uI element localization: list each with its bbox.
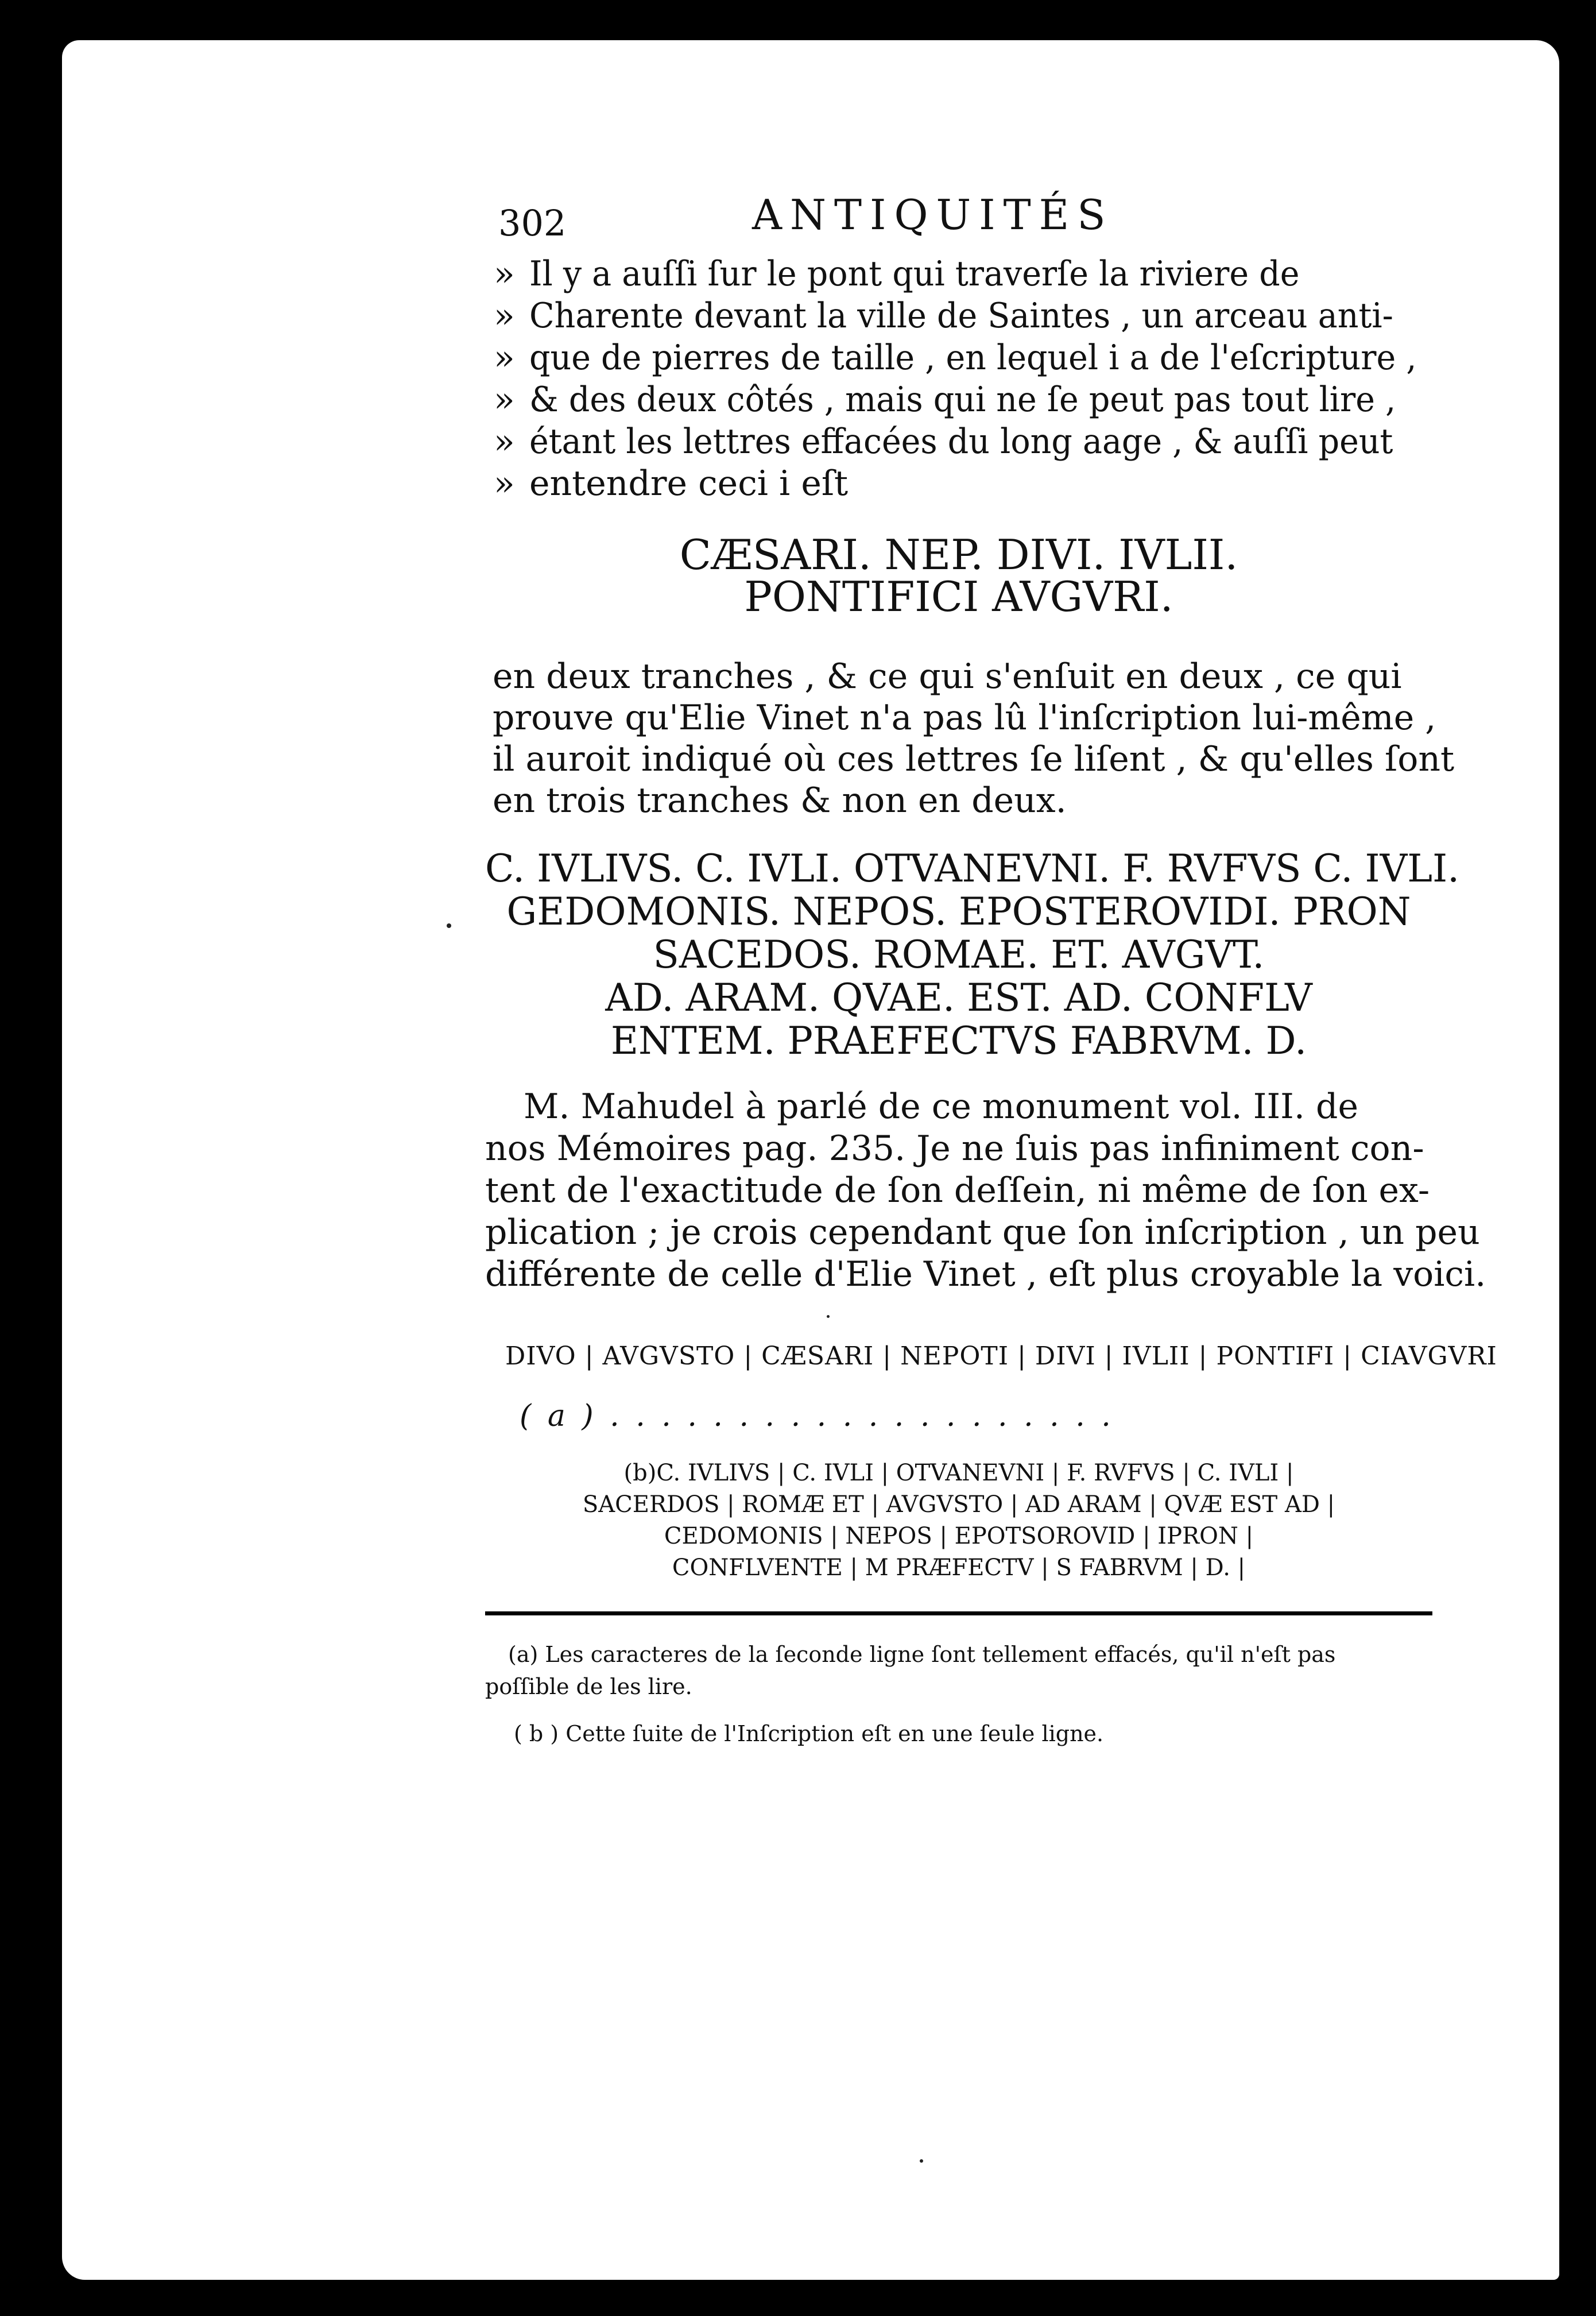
footnote-rule	[485, 1611, 1432, 1615]
paragraph-line: tent de l'exactitude de ſon deſſein, ni même de ſon ex-	[485, 1170, 1430, 1211]
inscription-segment-line: CEDOMONIS | NEPOS | EPOTSOROVID | IPRON |	[664, 1523, 1254, 1549]
scan-speck	[447, 923, 451, 928]
inscription-segment-line: SACERDOS | ROMÆ ET | AVGVSTO | AD ARAM | QVÆ EST AD |	[582, 1491, 1335, 1518]
scan-speck	[827, 1315, 830, 1318]
paragraph-line: en deux tranches , & ce qui s'enſuit en deux , ce qui	[493, 656, 1402, 697]
paragraph-line: M. Mahudel à parlé de ce monument vol. III. de	[524, 1087, 1358, 1127]
inscription-line: PONTIFICI AVGVRI.	[744, 573, 1173, 621]
paragraph-line: en trois tranches & non en deux.	[493, 780, 1067, 821]
quote-line: » Charente devant la ville de Saintes , un arceau anti-	[494, 296, 1393, 336]
inscription-line: C. IVLIVS. C. IVLI. OTVANEVNI. F. RVFVS C. IVLI.	[485, 846, 1460, 891]
quote-mark: »	[494, 463, 515, 504]
quote-line: » que de pierres de taille , en lequel i a de l'eſcripture ,	[494, 338, 1417, 378]
page-number: 302	[498, 202, 567, 244]
inscription-line: AD. ARAM. QVAE. EST. AD. CONFLV	[605, 976, 1312, 1020]
inscription-segment-line: DIVO | AVGVSTO | CÆSARI | NEPOTI | DIVI | IVLII | PONTIFI | CIAVGVRI	[505, 1341, 1497, 1371]
inscription-line: CÆSARI. NEP. DIVI. IVLII.	[679, 531, 1238, 579]
quote-mark: »	[494, 338, 515, 378]
inscription-segment-line: CONFLVENTE | M PRÆFECTV | S FABRVM | D. |	[672, 1555, 1246, 1581]
inscription-line: SACEDOS. ROMAE. ET. AVGVT.	[653, 933, 1265, 977]
paragraph-line: nos Mémoires pag. 235. Je ne ſuis pas infiniment con-	[485, 1128, 1424, 1169]
inscription-segment-line: (b)C. IVLIVS | C. IVLI | OTVANEVNI | F. RVFVS | C. IVLI |	[623, 1460, 1294, 1486]
quote-line: » & des deux côtés , mais qui ne ſe peut pas tout lire ,	[494, 380, 1396, 420]
illegible-line-a: ( a ) . . . . . . . . . . . . . . . . . . . .	[520, 1399, 1114, 1433]
paragraph-line: il auroit indiqué où ces lettres ſe liſent , & qu'elles ſont	[493, 739, 1455, 779]
quote-line: » entendre ceci i eſt	[494, 463, 849, 504]
footnote-b: ( b ) Cette ſuite de l'Inſcription eſt en une ſeule ligne.	[514, 1721, 1104, 1746]
quote-mark: »	[494, 296, 515, 336]
inscription-line: GEDOMONIS. NEPOS. EPOSTEROVIDI. PRON	[506, 890, 1411, 934]
inscription-line: ENTEM. PRAEFECTVS FABRVM. D.	[610, 1019, 1307, 1063]
quote-mark: »	[494, 254, 515, 294]
footnote-a: (a) Les caracteres de la ſeconde ligne ſont tellement effacés, qu'il n'eſt pas	[508, 1642, 1336, 1667]
quote-line: » étant les lettres effacées du long aage , & auſſi peut	[494, 422, 1393, 462]
paragraph-line: différente de celle d'Elie Vinet , eſt plus croyable la voici.	[485, 1254, 1486, 1294]
quote-mark: »	[494, 380, 515, 420]
paragraph-line: prouve qu'Elie Vinet n'a pas lû l'inſcription lui-même ,	[493, 698, 1436, 738]
scan-speck	[920, 2159, 923, 2163]
paragraph-line: plication ; je crois cependant que ſon inſcription , un peu	[485, 1212, 1480, 1252]
footnote-a-continuation: poſſible de les lire.	[485, 1674, 692, 1699]
quote-line: » Il y a auſſi ſur le pont qui traverſe la riviere de	[494, 254, 1300, 294]
running-title: ANTIQUITÉS	[752, 191, 1114, 239]
quote-mark: »	[494, 422, 515, 462]
